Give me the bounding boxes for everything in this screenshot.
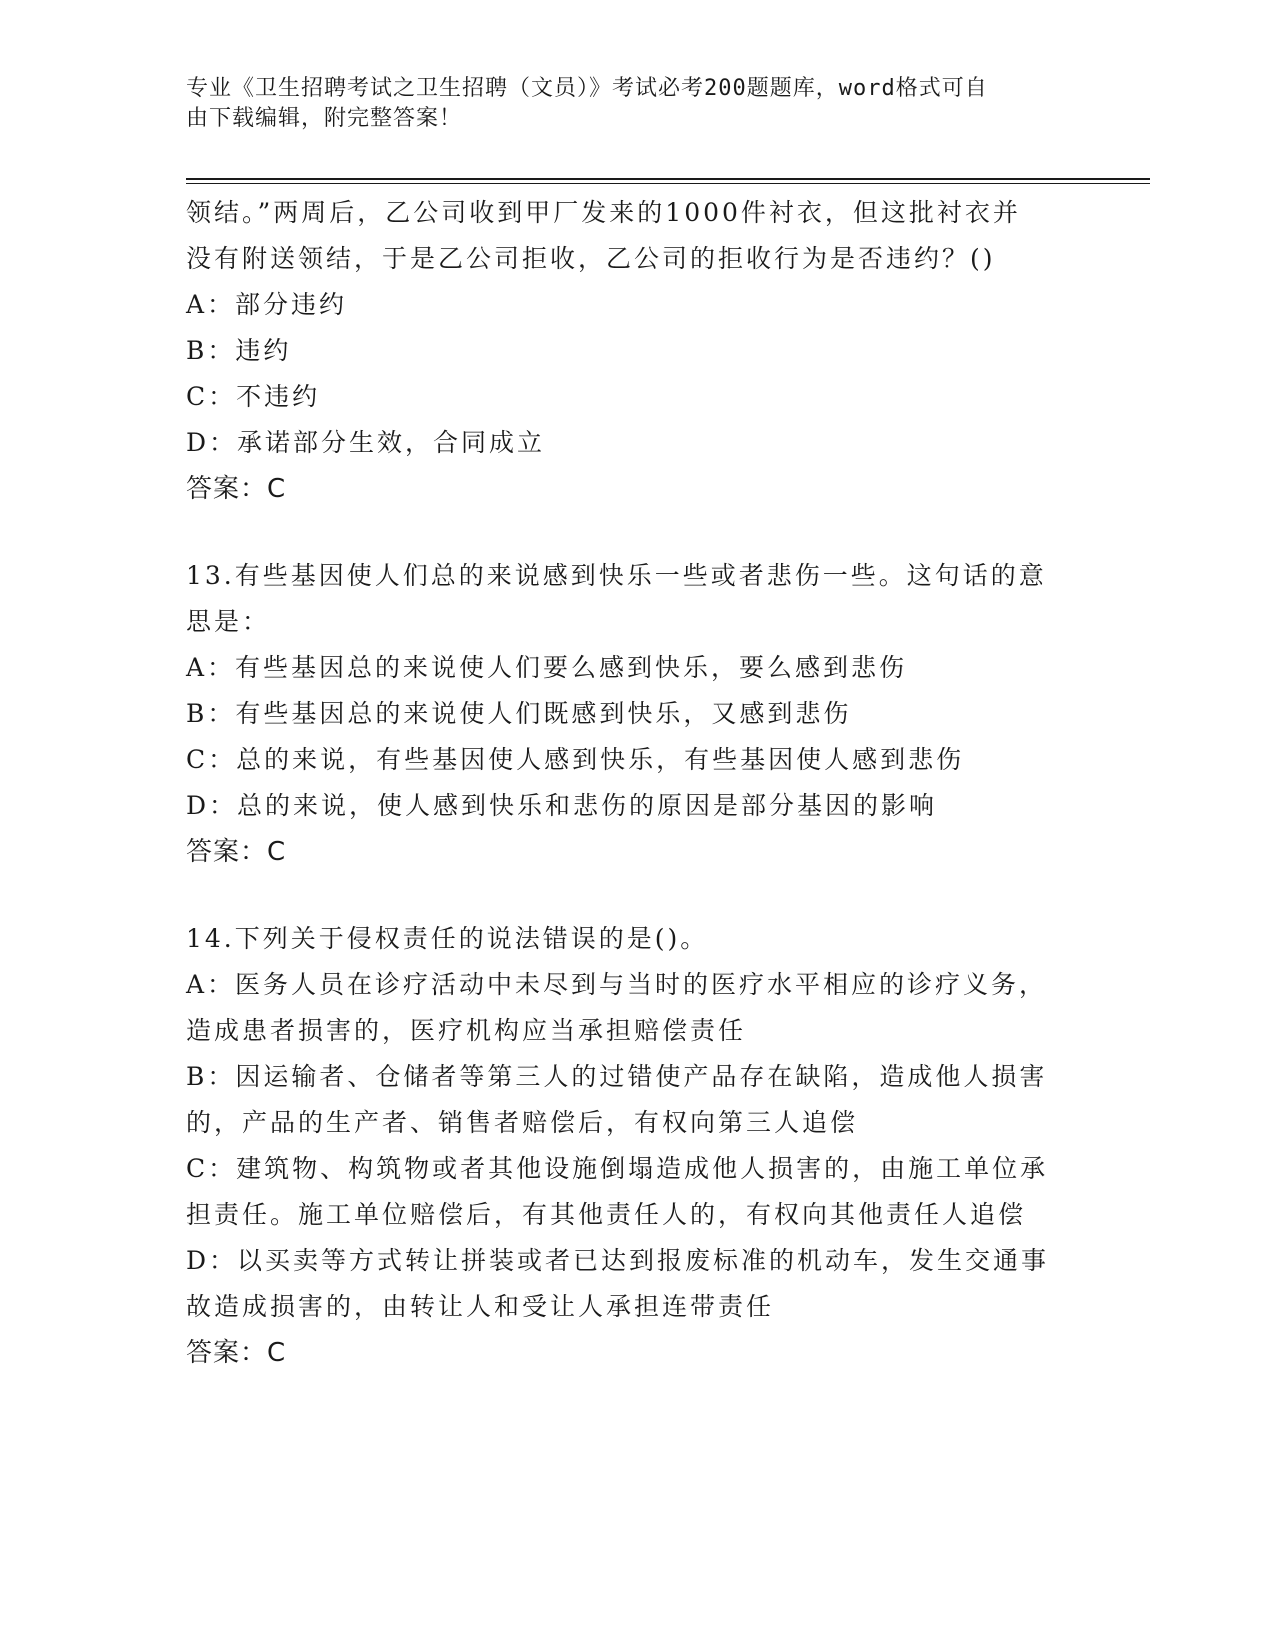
option-b: B：有些基因总的来说使人们既感到快乐，又感到悲伤 <box>186 699 852 728</box>
question-stem-line: 13.有些基因使人们总的来说感到快乐一些或者悲伤一些。这句话的意 <box>186 561 1047 590</box>
question-spacer <box>186 875 1066 916</box>
option-d: D：总的来说，使人感到快乐和悲伤的原因是部分基因的影响 <box>186 791 938 820</box>
question-stem-line: 领结。”两周后，乙公司收到甲厂发来的1000件衬衣，但这批衬衣并 <box>186 198 1021 227</box>
header-line-2: 由下载编辑，附完整答案！ <box>186 106 463 131</box>
answer-line: 答案：C <box>186 1338 287 1368</box>
option-c: C：不违约 <box>186 382 321 411</box>
option-c: C：建筑物、构筑物或者其他设施倒塌造成他人损害的，由施工单位承 <box>186 1154 1049 1183</box>
option-a: A：有些基因总的来说使人们要么感到快乐，要么感到悲伤 <box>186 653 908 682</box>
question-stem-line: 思是： <box>186 607 271 636</box>
option-d: D：承诺部分生效，合同成立 <box>186 428 546 457</box>
header-line-1: 专业《卫生招聘考试之卫生招聘（文员）》考试必考200题题库，word格式可自 <box>186 76 988 101</box>
document-header <box>186 74 1066 134</box>
option-c-continued: 担责任。施工单位赔偿后，有其他责任人的，有权向其他责任人追偿 <box>186 1200 1027 1229</box>
question-stem-line: 14.下列关于侵权责任的说法错误的是()。 <box>186 924 709 953</box>
question-spacer <box>186 512 1066 553</box>
option-a-continued: 造成患者损害的，医疗机构应当承担赔偿责任 <box>186 1016 747 1045</box>
question-stem-line: 没有附送领结，于是乙公司拒收，乙公司的拒收行为是否违约？() <box>186 244 996 273</box>
option-d: D：以买卖等方式转让拼装或者已达到报废标准的机动车，发生交通事 <box>186 1246 1050 1275</box>
option-a: A：部分违约 <box>186 290 348 319</box>
question-list <box>186 190 1066 1376</box>
option-b: B：违约 <box>186 336 292 365</box>
question-block <box>186 190 1066 512</box>
option-b-continued: 的，产品的生产者、销售者赔偿后，有权向第三人追偿 <box>186 1108 859 1137</box>
question-block <box>186 553 1066 875</box>
option-d-continued: 故造成损害的，由转让人和受让人承担连带责任 <box>186 1292 775 1321</box>
answer-line: 答案：C <box>186 474 287 504</box>
option-b: B：因运输者、仓储者等第三人的过错使产品存在缺陷，造成他人损害 <box>186 1062 1048 1091</box>
option-c: C：总的来说，有些基因使人感到快乐，有些基因使人感到悲伤 <box>186 745 965 774</box>
header-divider-thin <box>186 183 1150 184</box>
option-a: A：医务人员在诊疗活动中未尽到与当时的医疗水平相应的诊疗义务， <box>186 970 1048 999</box>
header-divider-thick <box>186 178 1150 180</box>
answer-line: 答案：C <box>186 837 287 867</box>
question-block <box>186 916 1066 1376</box>
